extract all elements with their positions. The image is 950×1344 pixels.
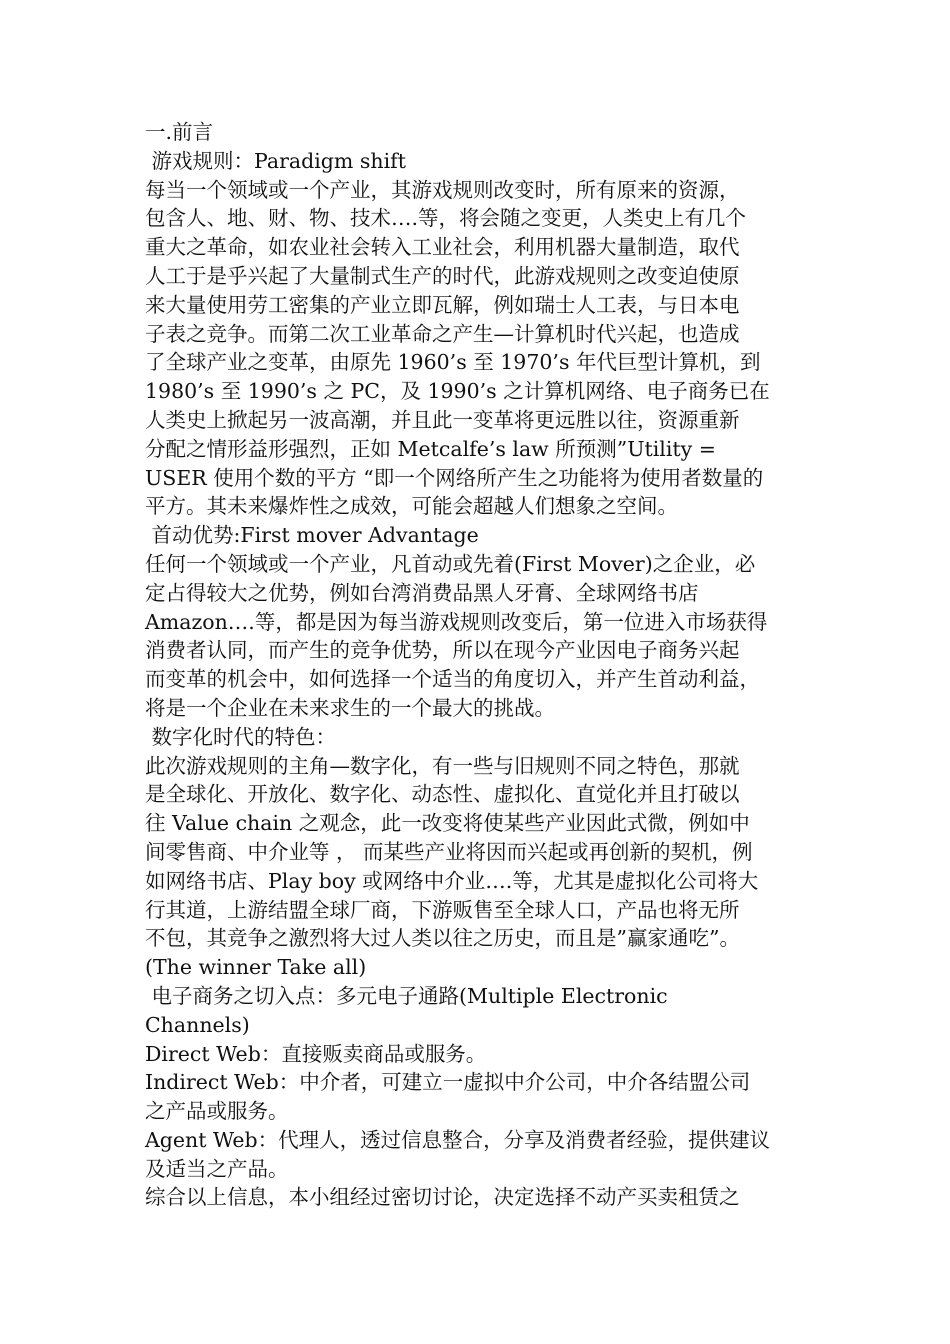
paragraph-line: 定占得较大之优势，例如台湾消费品黑人牙膏、全球网络书店 [145,580,699,605]
subheading-first-mover: 首动优势:First mover Advantage [145,523,479,548]
paragraph-line: 分配之情形益形强烈，正如 Metcalfe’s law 所预测”Utility = [145,436,716,461]
paragraph-line: 人工于是乎兴起了大量制式生产的时代，此游戏规则之改变迫使原 [145,263,740,288]
list-item-agent-web: Agent Web：代理人，透过信息整合，分享及消费者经验，提供建议 [145,1127,771,1152]
subheading-paradigm-shift: 游戏规则：Paradigm shift [145,148,406,173]
paragraph-line: 每当一个领域或一个产业，其游戏规则改变时，所有原来的资源， [145,177,740,202]
paragraph-line: 而变革的机会中，如何选择一个适当的角度切入，并产生首动利益， [145,667,760,692]
subheading-entry-point: 电子商务之切入点：多元电子通路(Multiple Electronic [145,983,668,1008]
paragraph-line: 是全球化、开放化、数字化、动态性、虚拟化、直觉化并且打破以 [145,782,740,807]
paragraph-line: 行其道，上游结盟全球厂商，下游贩售至全球人口，产品也将无所 [145,897,740,922]
document-page [145,118,815,1212]
paragraph-line: 如网络书店、Play boy 或网络中介业….等，尤其是虚拟化公司将大 [145,868,759,893]
list-item-indirect-web: Indirect Web：中介者，可建立一虚拟中介公司，中介各结盟公司 [145,1070,751,1095]
paragraph-line: 间零售商、中介业等 ， 而某些产业将因而兴起或再创新的契机，例 [145,839,753,864]
paragraph-line: 不包，其竞争之激烈将大过人类以往之历史，而且是”赢家通吃”。 [145,926,740,951]
paragraph-line: (The winner Take all) [145,955,367,980]
paragraph-line: 了全球产业之变革，由原先 1960’s 至 1970’s 年代巨型计算机，到 [145,350,761,375]
paragraph-line: 人类史上掀起另一波高潮，并且此一变革将更远胜以往，资源重新 [145,407,740,432]
paragraph-line: 1980’s 至 1990’s 之 PC，及 1990’s 之计算机网络、电子商务已在 [145,379,770,404]
paragraph-line: 重大之革命，如农业社会转入工业社会，利用机器大量制造，取代 [145,235,740,260]
paragraph-line: Amazon….等，都是因为每当游戏规则改变后，第一位进入市场获得 [145,609,768,634]
paragraph-line: 将是一个企业在未来求生的一个最大的挑战。 [145,695,555,720]
paragraph-line: 来大量使用劳工密集的产业立即瓦解，例如瑞士人工表，与日本电 [145,292,740,317]
paragraph-line: 包含人、地、财、物、技术….等，将会随之变更，人类史上有几个 [145,206,747,231]
paragraph-line: 任何一个领域或一个产业，凡首动或先着(First Mover)之企业，必 [145,551,756,576]
paragraph-line: 之产品或服务。 [145,1099,289,1124]
paragraph-line: 平方。其未来爆炸性之成效，可能会超越人们想象之空间。 [145,494,678,519]
paragraph-line: 及适当之产品。 [145,1156,289,1181]
list-item-direct-web: Direct Web：直接贩卖商品或服务。 [145,1041,487,1066]
paragraph-line: Channels) [145,1012,250,1037]
paragraph-line: 消费者认同，而产生的竞争优势，所以在现今产业因电子商务兴起 [145,638,740,663]
paragraph-line: 综合以上信息，本小组经过密切讨论，决定选择不动产买卖租赁之 [145,1185,740,1210]
paragraph-line: 往 Value chain 之观念，此一改变将使某些产业因此式微，例如中 [145,811,750,836]
paragraph-line: USER 使用个数的平方 “即一个网络所产生之功能将为使用者数量的 [145,465,764,490]
subheading-digital-era: 数字化时代的特色： [145,724,337,749]
paragraph-line: 子表之竞争。而第二次工业革命之产生—计算机时代兴起，也造成 [145,321,740,346]
paragraph-line: 此次游戏规则的主角—数字化，有一些与旧规则不同之特色，那就 [145,753,740,778]
section-heading-preface: 一.前言 [145,120,214,144]
